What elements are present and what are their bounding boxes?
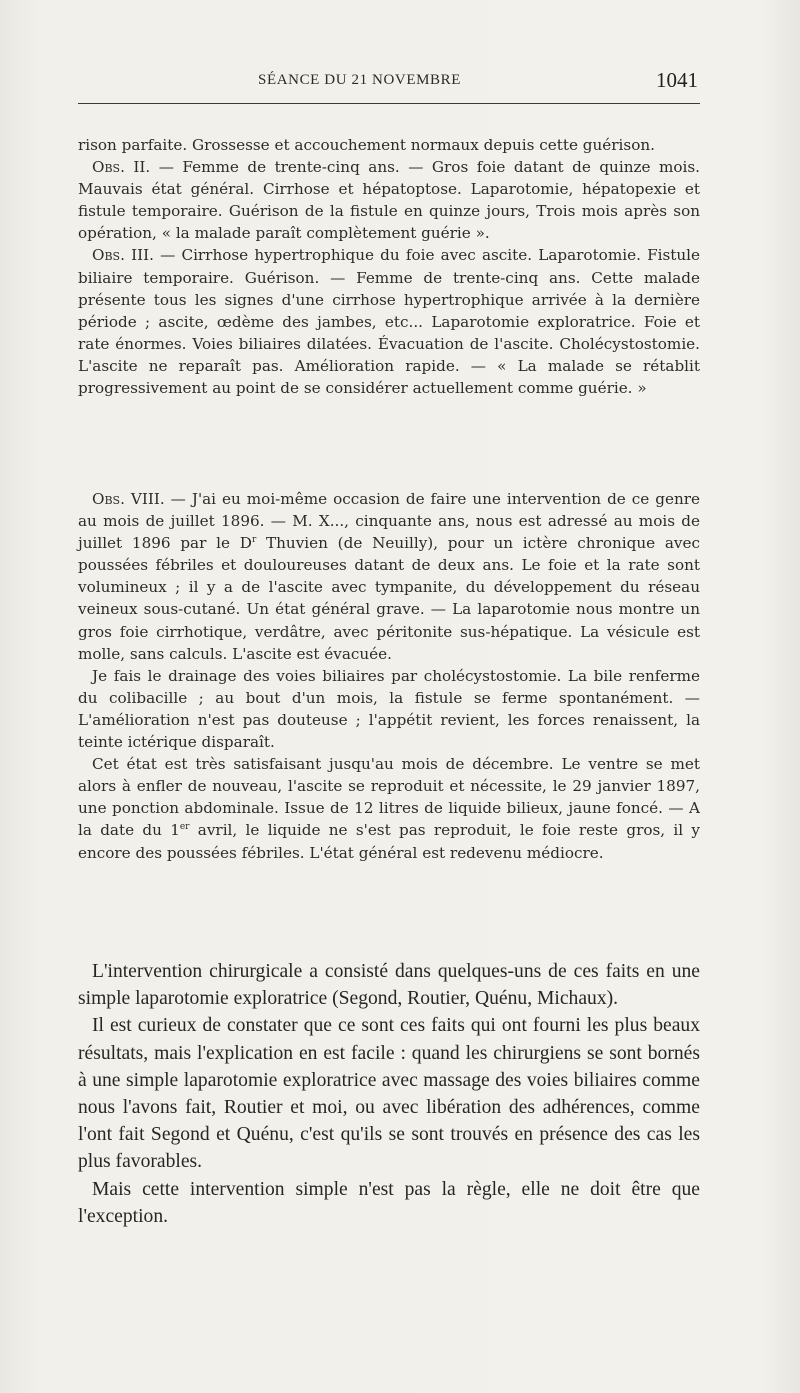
observations-block-1 <box>78 134 700 399</box>
paragraph-text: Je fais le drainage des voies biliaires par cholécystostomie. La bile renferme du colibacille ; au bout d'un mois, la fistule se ferme spontanément. — L'amélioration n'est pas douteuse ; l'appétit revient, les forces renaissent, la teinte ictérique disparaît. <box>78 666 700 752</box>
paragraph-text: — Femme de trente-cinq ans. — Gros foie datant de quinze mois. Mauvais état général. Cirrhose et hépatoptose. Laparotomie, hépatopexie et fistule temporaire. Guérison de la fistule en quinze jours, Trois mois après son opération, « la malade paraît complètement guérie ». <box>78 158 700 243</box>
paragraph-text: — Cirrhose hypertrophique du foie avec ascite. Laparotomie. Fistule biliaire temporaire. Guérison. — Femme de trente-cinq ans. Cette malade présente tous les signes d'une cirrhose hypertrophique arrivée à la dernière période ; ascite, œdème des jambes, etc... Laparotomie exploratrice. Foie et rate énormes. Voies biliaires dilatées. Évacuation de l'ascite. Cholécystostomie. L'ascite ne reparaît pas. Amélioration rapide. — « La malade se rétablit progressivement au point de se considérer actuellement comme guérie. » <box>78 246 700 398</box>
observation-iii <box>78 244 700 399</box>
observation-viii <box>78 488 700 665</box>
paragraph-text: L'intervention chirurgicale a consisté dans quelques-uns de ces faits en une simple laparotomie exploratrice (Segond, Routier, Quénu, Michaux). <box>78 961 700 1010</box>
observations-block-2 <box>78 488 700 864</box>
paragraph-drainage <box>78 665 700 753</box>
paragraph-text: avril, le liquide ne s'est pas reproduit, le foie reste gros, il y encore des poussées fébriles. L'état général est redevenu médiocre. <box>78 821 700 862</box>
paragraph-text: Thuvien (de Neuilly), pour un ictère chronique avec poussées fébriles et douloureuses datant de deux ans. Le foie et la rate sont volumineux ; il y a de l'ascite avec tympanite, du développement du réseau veineux sous-cutané. Un état général grave. — La laparotomie nous montre un gros foie cirrhotique, verdâtre, avec péritonite sus-hépatique. La vésicule est molle, sans calculs. L'ascite est évacuée. <box>78 534 700 663</box>
superscript: er <box>179 822 190 833</box>
running-head: SÉANCE DU 21 NOVEMBRE <box>258 72 462 88</box>
header-rule <box>78 103 700 104</box>
paragraph-results <box>78 1012 700 1175</box>
page-header <box>78 66 700 96</box>
superscript: r <box>251 535 257 546</box>
paragraph-conclusion <box>78 1176 700 1230</box>
main-text-block <box>78 958 700 1230</box>
paragraph-text: Mais cette intervention simple n'est pas la règle, elle ne doit être que l'exception. <box>78 1178 700 1227</box>
page-number: 1041 <box>656 68 698 92</box>
paragraph-continuation <box>78 134 700 156</box>
paragraph-text: — J'ai eu moi-même occasion de faire une intervention de ce genre au mois de juillet 1896. — M. X..., cinquante ans, nous est adressé au mois de juillet 1896 par le D <box>78 490 700 553</box>
observation-label: Obs. II. <box>92 158 151 177</box>
paragraph-text: rison parfaite. Grossesse et accouchement normaux depuis cette guérison. <box>78 136 655 154</box>
paragraph-intervention <box>78 958 700 1012</box>
paragraph-text: Il est curieux de constater que ce sont ces faits qui ont fourni les plus beaux résultats, mais l'explication en est facile : quand les chirurgiens se sont bornés à une simple laparotomie exploratrice avec massage des voies biliaires comme nous l'avons fait, Routier et moi, ou avec libération des adhérences, comme l'ont fait Segond et Quénu, c'est qu'ils se sont trouvés en présence des cas les plus favorables. <box>78 1015 700 1173</box>
paragraph-followup <box>78 753 700 863</box>
paragraph-text: Cet état est très satisfaisant jusqu'au mois de décembre. Le ventre se met alors à enfler de nouveau, l'ascite se reproduit et nécessite, le 29 janvier 1897, une ponction abdominale. Issue de 12 litres de liquide bilieux, jaune foncé. — A la date du 1 <box>78 755 700 840</box>
observation-label: Obs. VIII. <box>92 490 165 508</box>
observation-label: Obs. III. <box>92 246 154 265</box>
observation-ii <box>78 156 700 244</box>
